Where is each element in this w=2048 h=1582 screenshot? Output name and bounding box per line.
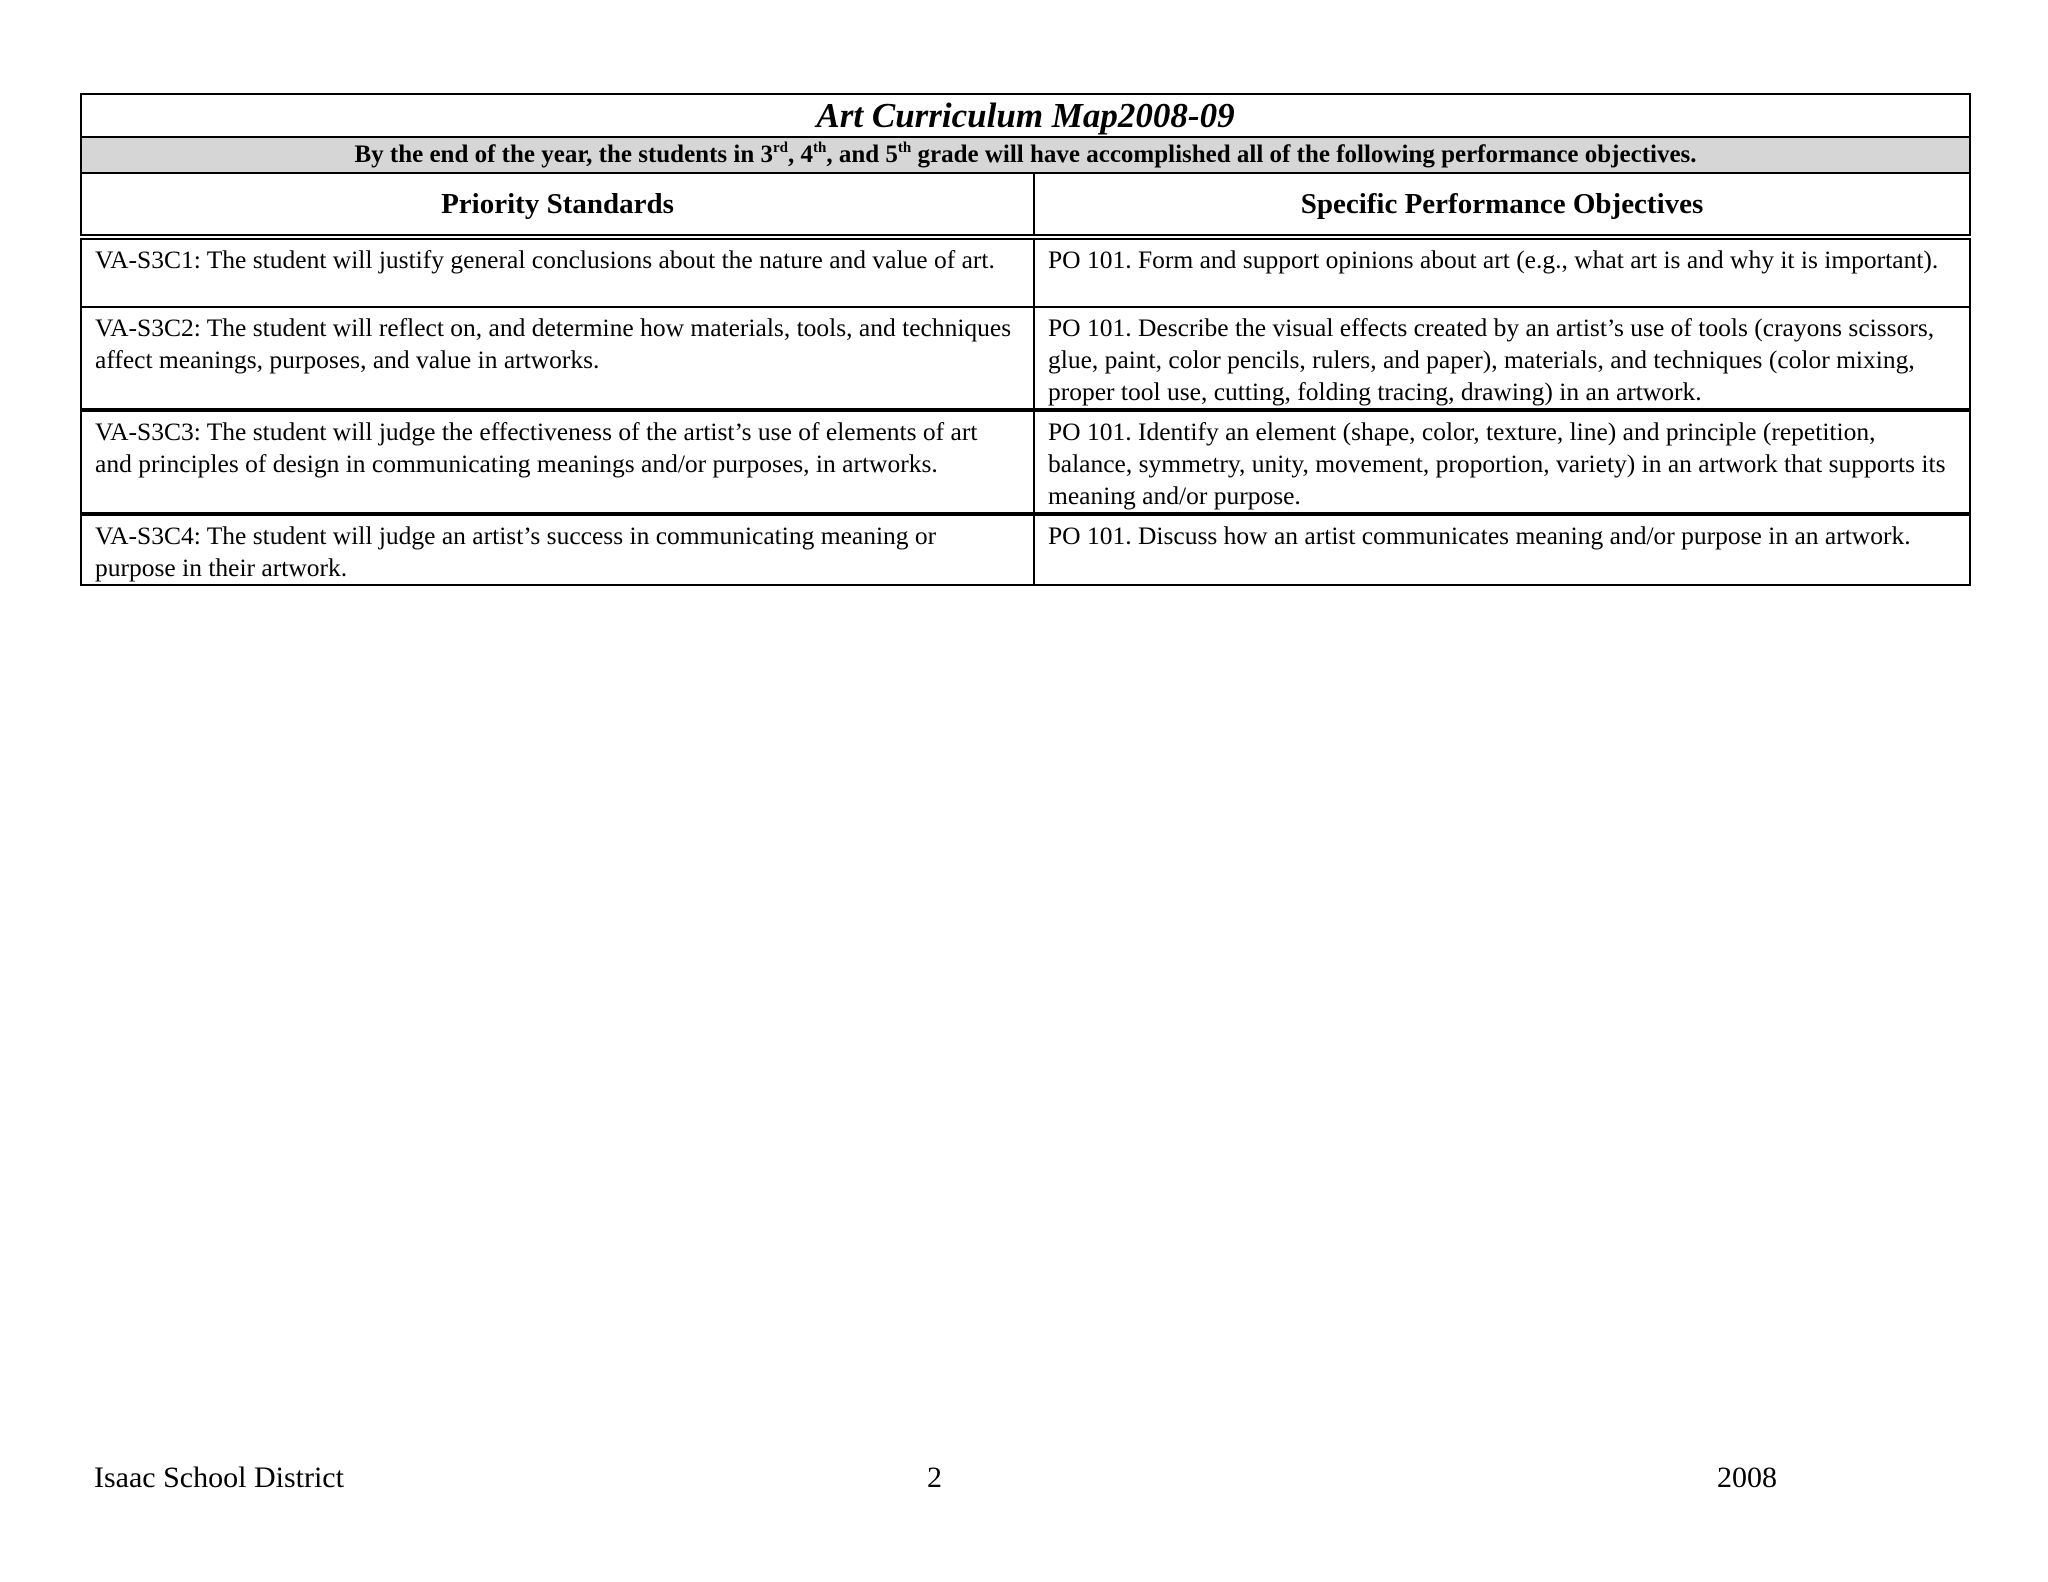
banner-text-3: , and 5 [826, 141, 898, 168]
banner-text-4: grade will have accomplished all of the following performance objectives. [911, 141, 1697, 168]
objective-cell: PO 101. Form and support opinions about art (e.g., what art is and why it is important). [1034, 237, 1970, 307]
banner-sup-2: th [812, 140, 827, 156]
title-row [81, 94, 1970, 137]
footer-district: Isaac School District [94, 1461, 344, 1494]
standard-cell: VA-S3C2: The student will reflect on, and determine how materials, tools, and techniques affect meanings, purposes, and value in artworks. [81, 307, 1034, 410]
document-title: Art Curriculum Map2008-09 [81, 94, 1970, 137]
standard-cell: VA-S3C3: The student will judge the effectiveness of the artist’s use of elements of art and principles of design in communicating meanings and/or purposes, in artworks. [81, 410, 1034, 514]
banner-sup-1: rd [772, 140, 788, 156]
banner-text-1: By the end of the year, the students in 3 [354, 141, 773, 168]
footer-page-number: 2 [927, 1461, 942, 1494]
table-row [81, 307, 1970, 410]
objective-cell: PO 101. Discuss how an artist communicates meaning and/or purpose in an artwork. [1034, 514, 1970, 585]
curriculum-table [80, 93, 1971, 586]
banner-row [81, 137, 1970, 173]
objective-cell: PO 101. Describe the visual effects created by an artist’s use of tools (crayons scissors, glue, paint, color pencils, rulers, and paper), materials, and techniques (color mixing, proper tool use, cutting, folding tracing, drawing) in an artwork. [1034, 307, 1970, 410]
column-header-standards: Priority Standards [81, 173, 1034, 237]
banner-sup-3: th [897, 140, 912, 156]
standard-cell: VA-S3C4: The student will judge an artist’s success in communicating meaning or purpose in their artwork. [81, 514, 1034, 585]
banner-text-2: , 4 [787, 141, 813, 168]
column-header-objectives: Specific Performance Objectives [1034, 173, 1970, 237]
table-row [81, 410, 1970, 514]
footer-year: 2008 [1717, 1461, 1777, 1494]
objectives-banner [81, 137, 1970, 173]
column-header-row [81, 173, 1970, 237]
objective-cell: PO 101. Identify an element (shape, color, texture, line) and principle (repetition, balance, symmetry, unity, movement, proportion, variety) in an artwork that supports its meaning and/or purpose. [1034, 410, 1970, 514]
table-row [81, 237, 1970, 307]
standard-cell: VA-S3C1: The student will justify general conclusions about the nature and value of art. [81, 237, 1034, 307]
table-row [81, 514, 1970, 585]
